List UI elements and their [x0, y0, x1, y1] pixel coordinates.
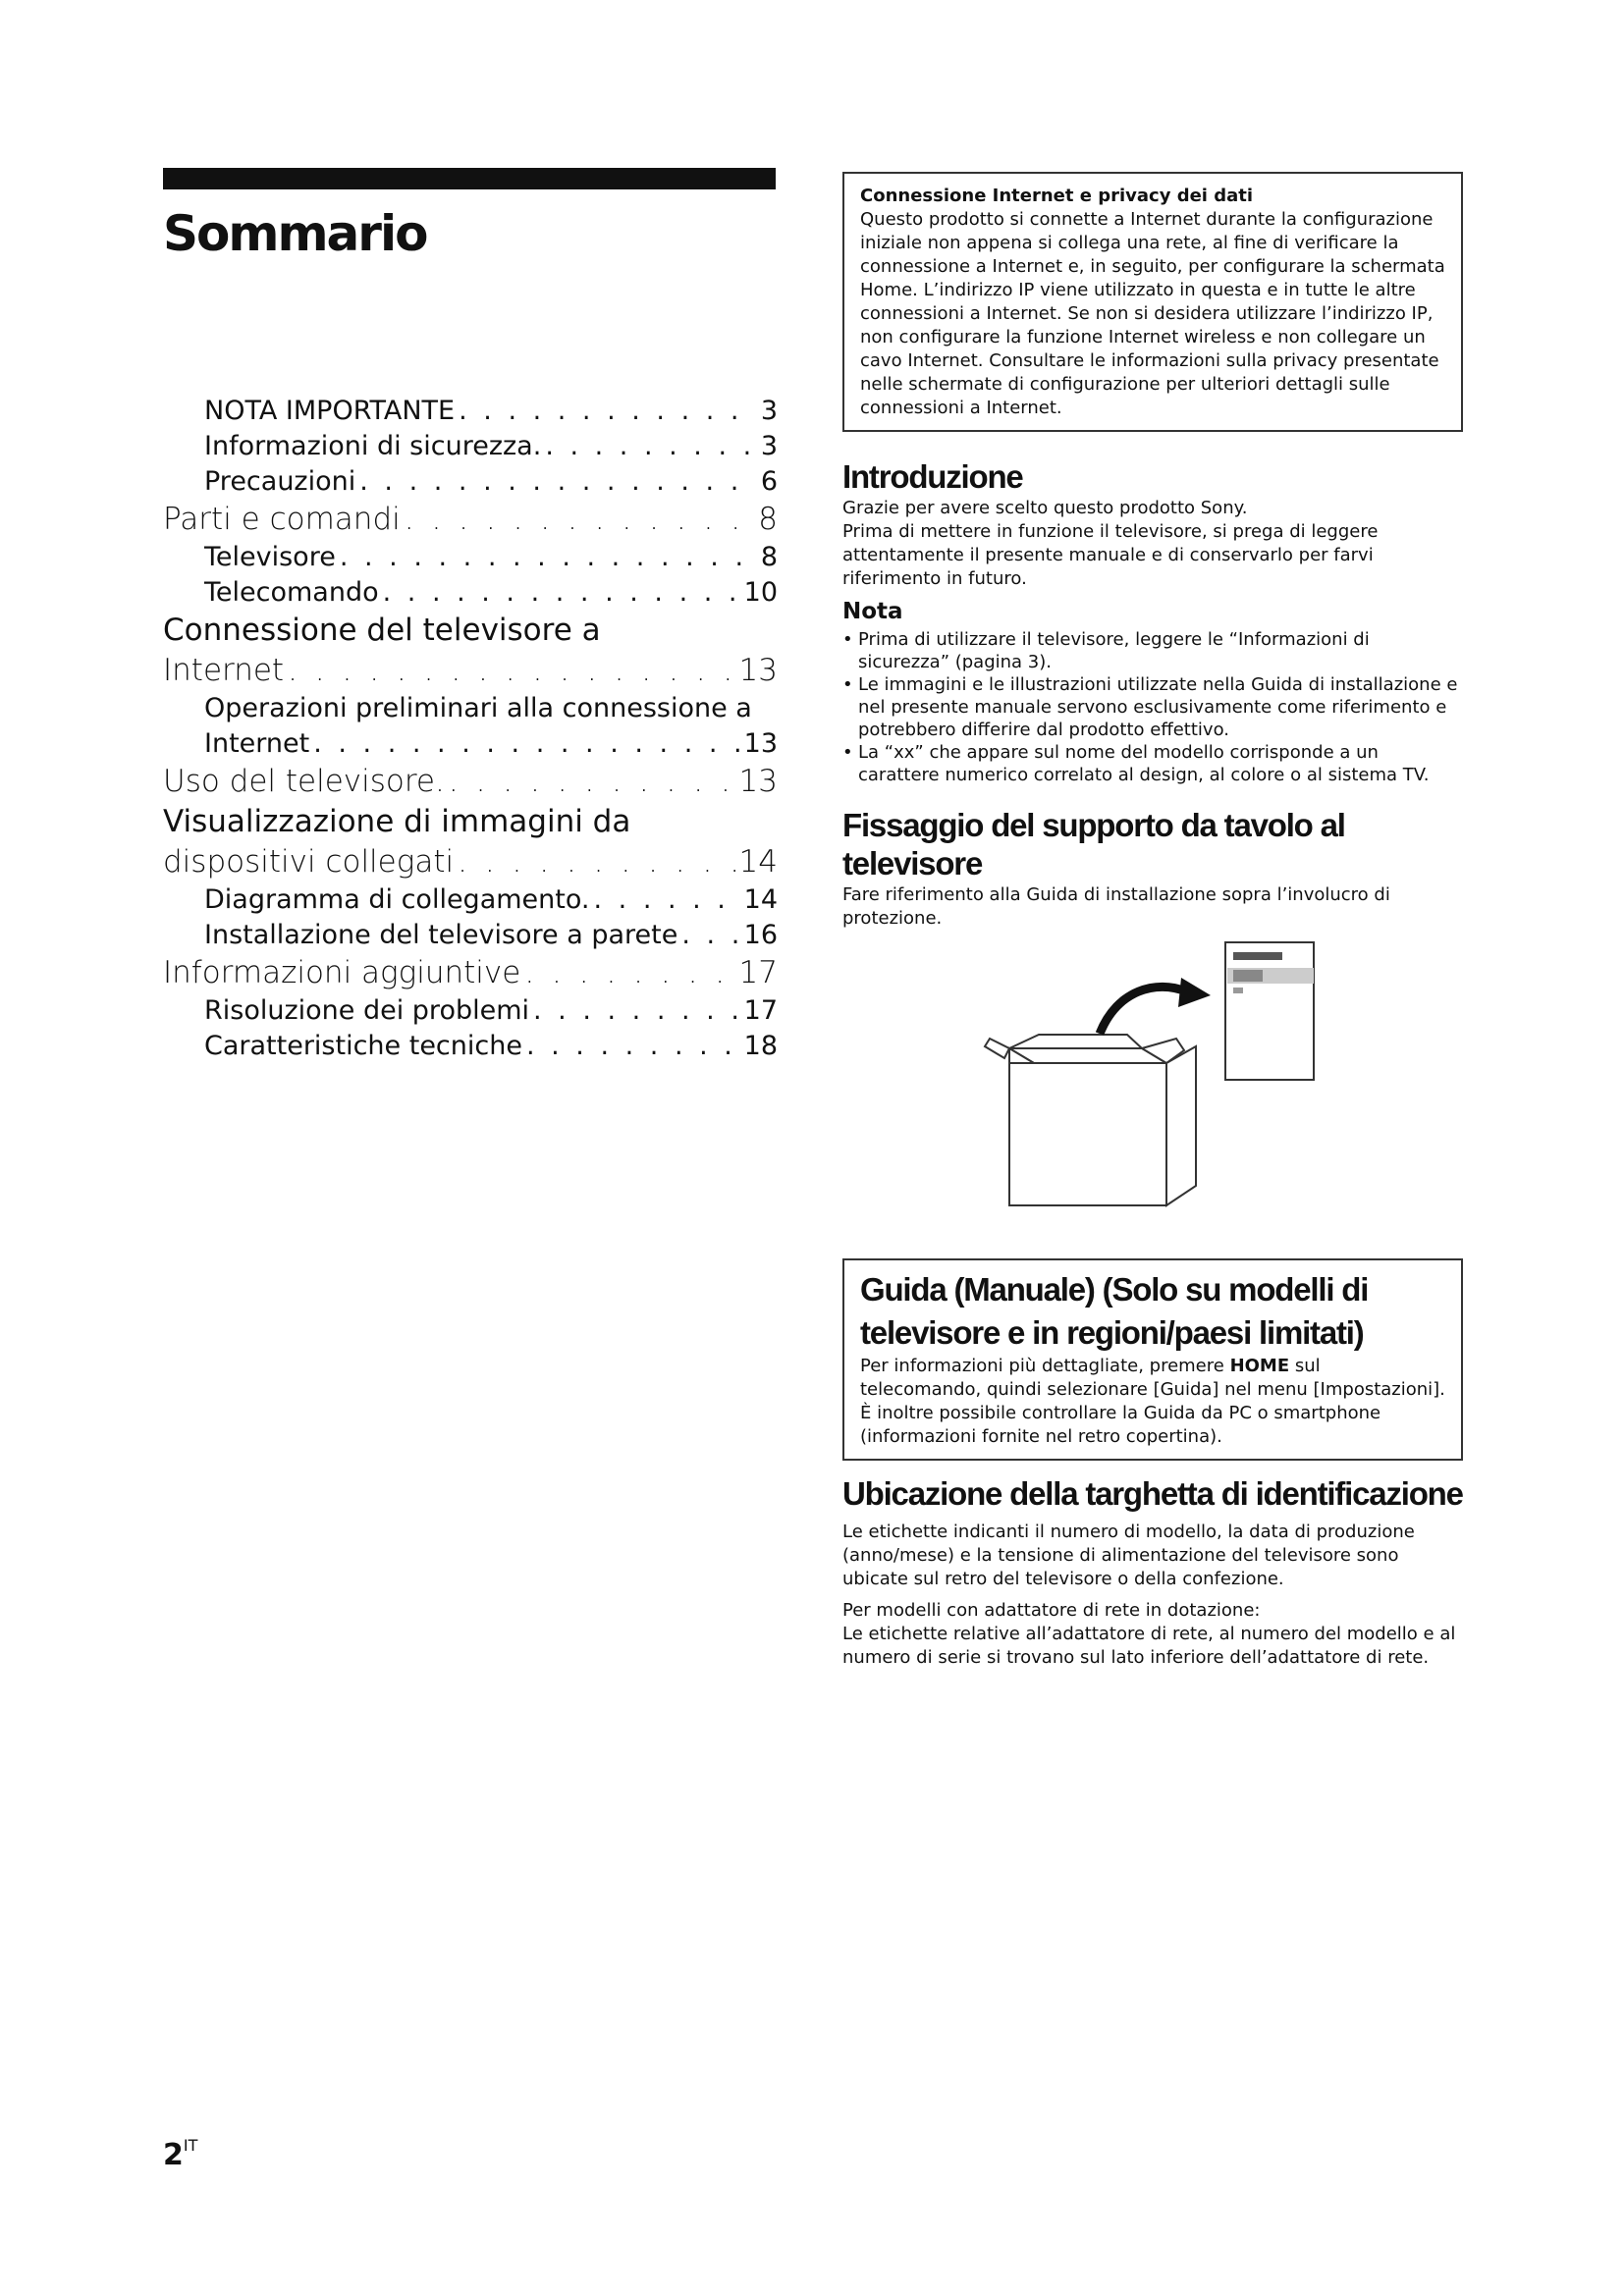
privacy-body: Questo prodotto si connette a Internet durante la configurazione iniziale non appena si collega una rete, al fine di verificare la connessione a Internet e, in seguito, per configurare la schermata Home. L’indirizzo IP viene utilizzato in questa e in tutte le altre connessioni a Internet. Se non si desidera utilizzare l’indirizzo IP, non configurare la funzione Internet wireless e non collegare un cavo Internet. Consultare le informazioni sulla privacy presentate nelle schermate di configurazione per ulteriori dettagli sulle connessioni a Internet.: [860, 209, 1445, 418]
page-title: Sommario: [163, 205, 427, 262]
toc-entry[interactable]: NOTA IMPORTANTE . . . 3: [163, 394, 778, 429]
stand-section: [842, 806, 1463, 931]
page-number: $2^{IT}$: [163, 2136, 198, 2172]
box-and-guide-illustration: [842, 931, 1463, 1225]
toc-entry[interactable]: Diagramma di collegamento. . . . 14: [163, 882, 778, 918]
note-heading: Nota: [842, 598, 903, 624]
toc-entry[interactable]: Informazioni di sicurezza. . . . 3: [163, 429, 778, 464]
stand-heading: Fissaggio del supporto da tavolo al televisore: [842, 806, 1345, 882]
stand-body: Fare riferimento alla Guida di installazione sopra l’involucro di protezione.: [842, 883, 1390, 929]
toc-entry[interactable]: Parti e comandi . . . 8: [163, 500, 778, 540]
toc-entry[interactable]: Telecomando . . . 10: [163, 575, 778, 611]
label-heading: Ubicazione della targhetta di identificazione: [842, 1474, 1463, 1512]
title-rule: [163, 168, 776, 189]
note-item: • Prima di utilizzare il televisore, leggere le “Informazioni di sicurezza” (pagina 3).: [842, 628, 1463, 673]
toc-column: [163, 168, 778, 1061]
stand-illustration: [842, 931, 1463, 1225]
privacy-box: [842, 172, 1463, 432]
toc-entry[interactable]: Informazioni aggiuntive . . . 17: [163, 953, 778, 993]
toc-entry[interactable]: Televisore . . . 8: [163, 540, 778, 575]
table-of-contents: [163, 394, 778, 1064]
label-p3: Le etichette relative all’adattatore di rete, al numero del modello e al numero di serie si trovano sul lato inferiore dell’adattatore di rete.: [842, 1624, 1456, 1669]
toc-entry[interactable]: Connessione del televisore a Internet . . . 13: [163, 611, 778, 691]
label-p2: Per modelli con adattatore di rete in dotazione:: [842, 1600, 1261, 1622]
intro-p1: Grazie per avere scelto questo prodotto Sony.: [842, 497, 1248, 518]
intro-p2: Prima di mettere in funzione il televisore, si prega di leggere attentamente il presente manuale e di conservarlo per farvi riferimento in futuro.: [842, 520, 1379, 589]
content-column: [842, 172, 1463, 1670]
guide-heading: Guida (Manuale) (Solo su modelli di televisore e in regioni/paesi limitati): [860, 1270, 1369, 1351]
guide-body: Per informazioni più dettagliate, premere HOME sul telecomando, quindi selezionare [Guida] nel menu [Impostazioni]. È inoltre possibile controllare la Guida da PC o smartphone (informazioni fornite nel retro copertina).: [860, 1355, 1445, 1447]
guide-box: [842, 1258, 1463, 1461]
toc-entry[interactable]: Risoluzione dei problemi . . . 17: [163, 993, 778, 1029]
note-item: • Le immagini e le illustrazioni utilizzate nella Guida di installazione e nel presente manuale servono esclusivamente come riferimento e potrebbero differire dal prodotto effettivo.: [842, 673, 1463, 741]
toc-entry[interactable]: Operazioni preliminari alla connessione a Internet . . . 13: [163, 691, 778, 762]
toc-entry[interactable]: Precauzioni . . . 6: [163, 464, 778, 500]
toc-entry[interactable]: Visualizzazione di immagini da dispositivi collegati . . . 14: [163, 802, 778, 882]
privacy-title: Connessione Internet e privacy dei dati: [860, 186, 1254, 206]
note-list: [842, 628, 1463, 786]
toc-entry[interactable]: Installazione del televisore a parete . . . 16: [163, 918, 778, 953]
intro-heading: Introduzione: [842, 458, 1023, 495]
toc-entry[interactable]: Uso del televisore. . . . 13: [163, 762, 778, 802]
note-item: • La “xx” che appare sul nome del modello corrisponde a un carattere numerico correlato al design, al colore o al sistema TV.: [842, 741, 1463, 786]
label-section: [842, 1474, 1463, 1671]
label-p1: Le etichette indicanti il numero di modello, la data di produzione (anno/mese) e la tensione di alimentazione del televisore sono ubicate sul retro del televisore o della confezione.: [842, 1522, 1415, 1590]
intro-section: [842, 457, 1463, 786]
toc-entry[interactable]: Caratteristiche tecniche . . . 18: [163, 1029, 778, 1064]
